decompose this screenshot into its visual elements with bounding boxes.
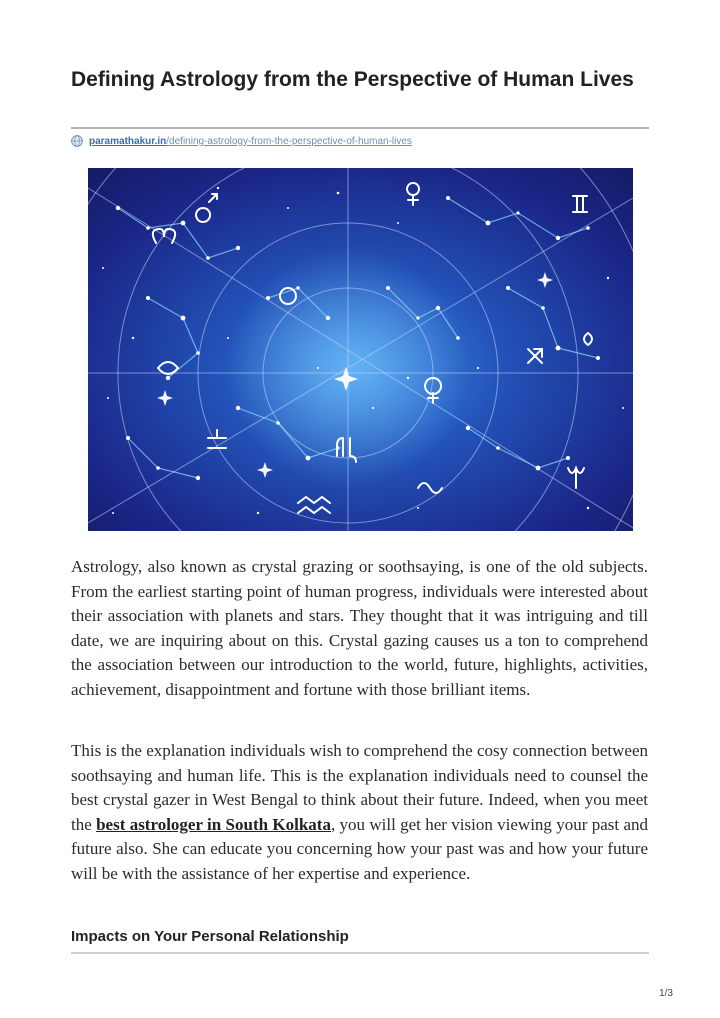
best-astrologer-link[interactable]: best astrologer in South Kolkata: [96, 814, 331, 834]
globe-icon: [71, 135, 83, 147]
paragraph-text-before-link: This is the explanation individuals wish to comprehend the cosy connection between soothsaying and human life. This is the explanation individuals need to counsel the best crystal gazer in West Bengal to think about their future. Indeed, when you meet the: [71, 741, 648, 834]
page-number: 1/3: [659, 988, 673, 999]
source-domain[interactable]: paramathakur.in: [89, 135, 167, 147]
zodiac-image: [88, 168, 633, 531]
paragraph-intro: Astrology, also known as crystal grazing or soothsaying, is one of the old subjects. From the earliest starting point of human progress, individuals were interested about their association with planets and stars. They thought that it was intriguing and till date, we are inquiring about on this. Crystal gazing causes us a ton to comprehend the association between our introduction to the world, future, highlights, activities, achievement, disappointment and fortune with those brilliant items.: [71, 557, 648, 699]
title-divider: [71, 127, 649, 129]
page-title: Defining Astrology from the Perspective of Human Lives: [71, 68, 634, 91]
paragraph-text-after-link: , you will get her vision viewing your past and future also. She can educate you concerning how your past was and how your future will be with the assistance of her expertise and experience.: [71, 814, 648, 883]
section-heading: Impacts on Your Personal Relationship: [71, 928, 349, 945]
source-link[interactable]: [71, 133, 412, 149]
section-divider: [71, 952, 649, 954]
paragraph-connection: [71, 739, 648, 887]
source-path[interactable]: /defining-astrology-from-the-perspective-of-human-lives: [166, 135, 412, 147]
